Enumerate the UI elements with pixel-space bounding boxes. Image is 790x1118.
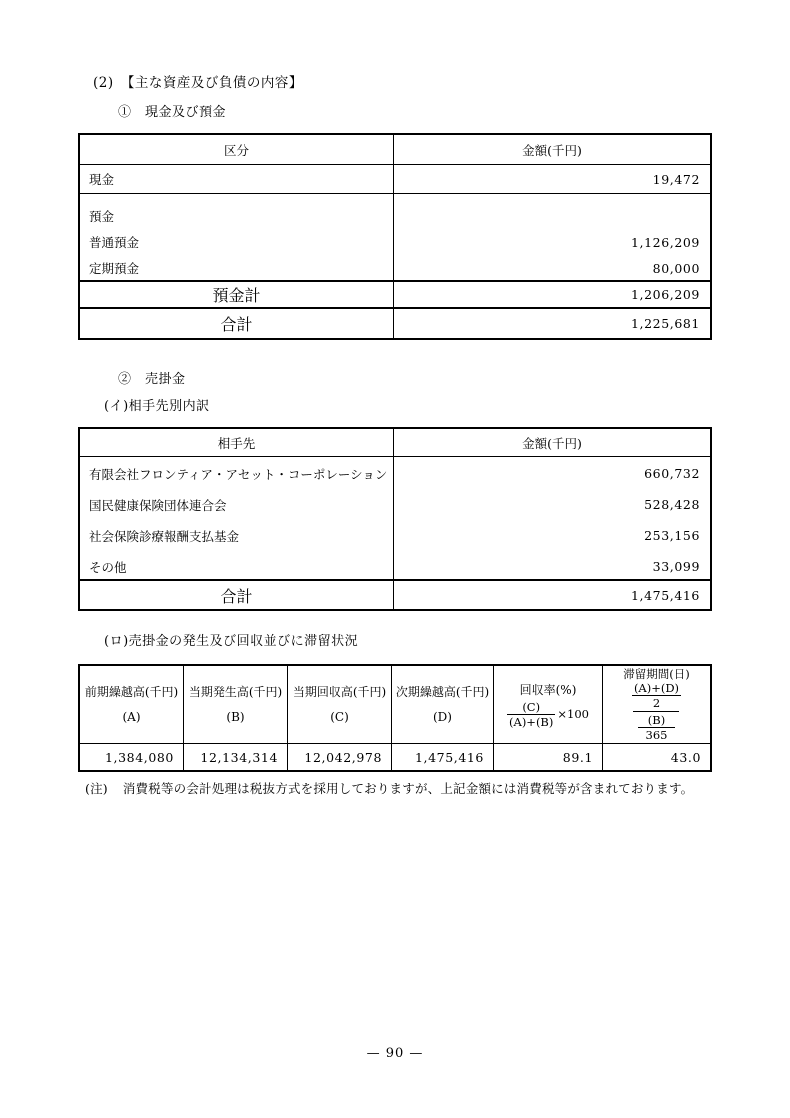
fraction-numerator: (C) bbox=[522, 699, 541, 714]
column-header-category: 区分 bbox=[80, 135, 394, 164]
column-title: 当期発生高(千円) bbox=[188, 684, 283, 699]
column-key: (D) bbox=[433, 709, 452, 724]
row-label-cash: 現金 bbox=[80, 165, 394, 193]
row-value-total: 1,475,416 bbox=[630, 587, 700, 603]
value-next-carryover: 1,475,416 bbox=[392, 744, 494, 770]
value-collection-rate: 89.1 bbox=[494, 744, 603, 770]
row-label-ordinary-deposit: 普通預金 bbox=[89, 235, 140, 250]
table-row-total bbox=[80, 581, 710, 609]
row-label-deposit-total: 預金計 bbox=[80, 282, 394, 307]
footnote-label: (注) bbox=[85, 781, 108, 796]
row-label-counterparty: 有限会社フロンティア・アセット・コーポレーション bbox=[89, 466, 388, 482]
row-value-counterparty: 253,156 bbox=[644, 528, 700, 543]
receivables-table bbox=[78, 427, 712, 611]
column-key: (C) bbox=[330, 709, 349, 724]
column-title: 前期繰越高(千円) bbox=[84, 684, 179, 699]
page-number: — 90 — bbox=[366, 1046, 424, 1061]
column-header-collection-rate bbox=[494, 666, 603, 743]
column-key: (B) bbox=[226, 709, 245, 724]
footnote bbox=[85, 779, 693, 797]
row-value-counterparty: 33,099 bbox=[652, 559, 700, 574]
value-current-incurred: 12,134,314 bbox=[184, 744, 288, 770]
row-label-deposit: 預金 bbox=[89, 209, 115, 224]
column-header-amount: 金額(千円) bbox=[522, 142, 582, 158]
fraction-den-bottom: 365 bbox=[645, 728, 668, 742]
table-row-deposit-group bbox=[80, 194, 710, 282]
cash-deposit-table bbox=[78, 133, 712, 340]
table-row-grand-total bbox=[80, 309, 710, 338]
section-heading: (2) 【主な資産及び負債の内容】 bbox=[93, 75, 303, 91]
table-header-row bbox=[80, 135, 710, 165]
column-key: (A) bbox=[122, 709, 141, 724]
fraction-num-bottom: 2 bbox=[652, 696, 661, 710]
value-retention-period: 43.0 bbox=[670, 749, 701, 765]
fraction-main-bar bbox=[633, 711, 679, 712]
subsection-cash-heading: ① 現金及び預金 bbox=[118, 105, 227, 120]
footnote-gap bbox=[108, 779, 123, 797]
row-label-counterparty: 社会保険診療報酬支払基金 bbox=[89, 528, 240, 544]
column-header-current-incurred bbox=[184, 666, 288, 743]
column-header-retention-period bbox=[603, 666, 710, 743]
row-value-total: 1,225,681 bbox=[630, 316, 700, 331]
fraction-denominator: (A)+(B) bbox=[509, 714, 554, 729]
column-header-amount: 金額(千円) bbox=[522, 435, 582, 451]
collection-rate-fraction bbox=[507, 700, 555, 729]
row-label-total: 合計 bbox=[80, 581, 394, 609]
row-label-counterparty: 国民健康保険団体連合会 bbox=[89, 497, 227, 513]
column-header-counterparty: 相手先 bbox=[80, 429, 394, 456]
retention-period-fraction bbox=[632, 681, 681, 742]
row-label-counterparty: その他 bbox=[89, 559, 127, 575]
footnote-text: 消費税等の会計処理は税抜方式を採用しておりますが、上記金額には消費税等が含まれております。 bbox=[122, 781, 694, 796]
column-title: 当期回収高(千円) bbox=[292, 684, 387, 699]
row-value-deposit-total: 1,206,209 bbox=[630, 287, 700, 302]
column-header-next-carryover bbox=[392, 666, 494, 743]
column-title: 回収率(%) bbox=[519, 682, 577, 697]
subsection-aging-heading: (ロ)売掛金の発生及び回収並びに滞留状況 bbox=[104, 634, 359, 649]
column-title: 滞留期間(日) bbox=[623, 667, 690, 681]
value-current-collected: 12,042,978 bbox=[288, 744, 392, 770]
row-value-cash: 19,472 bbox=[652, 171, 700, 187]
fraction-den-top: (B) bbox=[638, 713, 675, 728]
column-header-prev-carryover bbox=[80, 666, 184, 743]
row-label-time-deposit: 定期預金 bbox=[89, 261, 140, 276]
subsection-receivables-heading: ② 売掛金 bbox=[118, 372, 186, 387]
table-header-row bbox=[80, 429, 710, 457]
subsection-receivables-breakdown-heading: (イ)相手先別内訳 bbox=[104, 399, 210, 414]
table-data-row bbox=[80, 744, 710, 770]
table-row-deposit-total bbox=[80, 282, 710, 309]
fraction-multiplier: ×100 bbox=[557, 707, 589, 721]
value-prev-carryover: 1,384,080 bbox=[80, 744, 184, 770]
row-value-ordinary-deposit: 1,126,209 bbox=[630, 234, 700, 250]
row-label-total: 合計 bbox=[80, 309, 394, 338]
aging-table bbox=[78, 664, 712, 772]
column-title: 次期繰越高(千円) bbox=[395, 684, 490, 699]
row-value-deposit-blank bbox=[394, 203, 710, 229]
row-value-time-deposit: 80,000 bbox=[652, 260, 700, 276]
row-value-counterparty: 660,732 bbox=[644, 466, 700, 481]
row-value-counterparty: 528,428 bbox=[644, 497, 700, 512]
column-header-current-collected bbox=[288, 666, 392, 743]
fraction-num-top: (A)+(D) bbox=[633, 681, 680, 695]
table-body-counterparties bbox=[80, 457, 710, 581]
table-header-row bbox=[80, 666, 710, 744]
table-row-cash bbox=[80, 165, 710, 194]
